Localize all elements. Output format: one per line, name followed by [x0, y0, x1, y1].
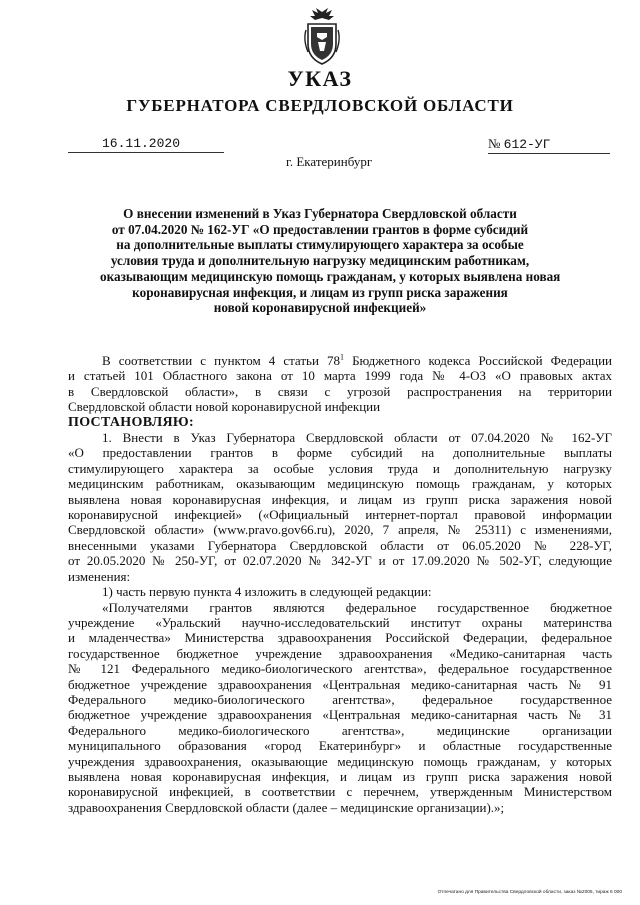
city-label: г. Екатеринбург	[286, 154, 373, 169]
item1-line: изменения:	[68, 568, 131, 584]
subject-line: на дополнительные выплаты стимулирующего характера за особые	[116, 237, 524, 253]
item1-line: от 20.05.2020 № 250-УГ, от 02.07.2020 № 342-УГ и от 17.09.2020 № 502-УГ, следующие	[68, 553, 612, 569]
item1-line: выявлена новая коронавирусная инфекция, и лицам из групп риска заражения новой	[68, 491, 612, 507]
quote-line: муниципального образования «город Екатеринбург» и областные государственные	[68, 738, 612, 754]
quote-line: бюджетное учреждение здравоохранения «Центральная медико-санитарная часть № 91	[68, 676, 612, 692]
number-prefix: №	[488, 136, 501, 151]
item1-line: медицинским работникам, оказывающим медицинскую помощь гражданам, у которых	[68, 476, 612, 492]
coat-of-arms-icon	[300, 6, 344, 66]
decree-subject	[100, 206, 561, 316]
subject-line: О внесении изменений в Указ Губернатора Свердловской области	[123, 206, 517, 221]
item1-line: коронавирусной инфекцией» («Официальный интернет-портал правовой информации	[68, 507, 612, 523]
quote-line: коронавирусной инфекцией, в соответствии с перечнем, утвержденным Министерством	[68, 784, 612, 800]
item1-line: 1. Внести в Указ Губернатора Свердловской области от 07.04.2020 № 162-УГ	[102, 430, 612, 446]
quote-line: Федерального медико-биологического агентства», медицинские организации	[68, 722, 612, 738]
date-underline	[68, 152, 224, 153]
preamble-line: В соответствии с пунктом 4 статьи $78^1$ Бюджетного кодекса Российской Федерации	[102, 352, 612, 368]
quote-line: учреждения здравоохранения, оказывающие медицинскую помощь гражданам, у которых	[68, 753, 612, 769]
decree-body	[68, 353, 612, 815]
subject-line: от 07.04.2020 № 162-УГ «О предоставлении грантов в форме субсидий	[111, 221, 529, 237]
item1-line: стимулирующего характера за особые условия труда и дополнительную нагрузку	[68, 460, 612, 476]
print-footer: Отпечатано для Правительства Свердловской области, заказ №2005, тираж 6 000	[437, 890, 622, 895]
subitem1-line: 1) часть первую пункта 4 изложить в следующей редакции:	[102, 584, 432, 600]
quote-line: бюджетное учреждение здравоохранения «Центральная медико-санитарная часть № 31	[68, 707, 612, 723]
quote-line: № 121 Федерального медико-биологического агентства», федеральное государственное	[68, 661, 612, 677]
subject-line: новой коронавирусной инфекцией»	[213, 300, 427, 316]
quote-line: и младенчества» Министерства здравоохранения Российской Федерации, федеральное	[68, 630, 612, 646]
quote-line: здравоохранения Свердловской области (далее – медицинские организации).»;	[68, 799, 505, 815]
decree-word: ПОСТАНОВЛЯЮ:	[68, 414, 194, 430]
preamble-line: в Свердловской области», в связи с угрозой распространения на территории	[68, 383, 612, 399]
document-type-title: УКАЗ	[287, 66, 353, 91]
quote-line: Федерального медико-биологического агентства», федеральное государственное	[68, 691, 612, 707]
subject-line: оказывающим медицинскую помощь гражданам, у которых выявлена новая	[100, 268, 561, 284]
item1-line: внесенными указами Губернатора Свердловской области от 06.05.2020 № 228-УГ,	[68, 537, 612, 553]
preamble-line: Свердловской области новой коронавирусной инфекции	[68, 399, 381, 415]
subject-line: условия труда и дополнительную нагрузку медицинским работникам,	[110, 253, 530, 269]
issuer-title: ГУБЕРНАТОРА СВЕРДЛОВСКОЙ ОБЛАСТИ	[126, 96, 514, 115]
item1-line: Свердловской области» (www.pravo.gov66.ru), 2020, 7 апреля, № 25311) с изменениями,	[68, 522, 612, 538]
date-value: 16.11.2020	[102, 136, 181, 151]
number-underline	[488, 153, 610, 154]
quote-line: учреждение «Уральский научно-исследовательский институт охраны материнства	[68, 614, 612, 630]
quote-line: «Получателями грантов являются федеральное государственное бюджетное	[102, 599, 612, 615]
number-value: 612-УГ	[503, 137, 551, 152]
quote-line: выявлена новая коронавирусная инфекция, и лицам из групп риска заражения новой	[68, 768, 612, 784]
subject-line: коронавирусная инфекция, и лицам из групп риска заражения	[132, 284, 508, 300]
document-number	[488, 136, 610, 154]
item1-line: «О предоставлении грантов в форме субсидий на дополнительные выплаты	[68, 445, 612, 461]
quote-line: государственное бюджетное учреждение здравоохранения «Медико-санитарная часть	[68, 645, 612, 661]
document-date	[68, 136, 228, 153]
preamble-line: и статьей 101 Областного закона от 10 марта 1999 года № 4-ОЗ «О правовых актах	[68, 368, 612, 384]
